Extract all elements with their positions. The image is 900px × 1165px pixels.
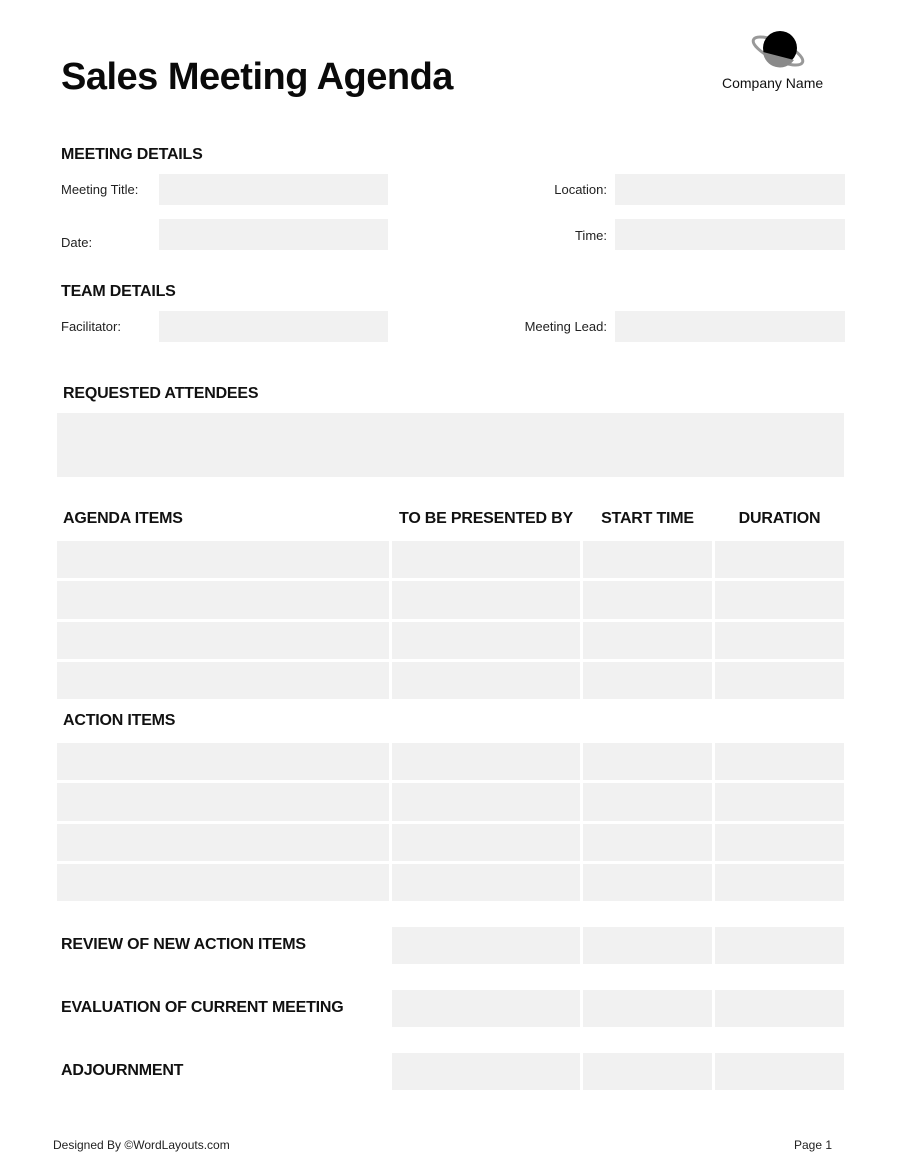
- agenda-items-heading: AGENDA ITEMS: [63, 510, 183, 527]
- location-field[interactable]: [615, 174, 845, 205]
- location-label: Location:: [554, 182, 607, 197]
- action-start-time-cell[interactable]: [583, 824, 712, 861]
- time-field[interactable]: [615, 219, 845, 250]
- presented-by-cell[interactable]: [392, 622, 580, 659]
- action-start-time-cell[interactable]: [583, 864, 712, 901]
- action-presented-by-cell[interactable]: [392, 824, 580, 861]
- evaluation-presented-by-cell[interactable]: [392, 990, 580, 1027]
- meeting-lead-label: Meeting Lead:: [524, 319, 607, 334]
- meeting-title-field[interactable]: [159, 174, 388, 205]
- footer-credit: Designed By ©WordLayouts.com: [53, 1138, 230, 1152]
- evaluation-current-meeting-label: EVALUATION OF CURRENT MEETING: [61, 999, 344, 1016]
- action-presented-by-cell[interactable]: [392, 743, 580, 780]
- presented-by-cell[interactable]: [392, 581, 580, 619]
- meeting-details-heading: MEETING DETAILS: [61, 146, 203, 163]
- duration-cell[interactable]: [715, 581, 844, 619]
- action-item-cell[interactable]: [57, 743, 389, 780]
- action-duration-cell[interactable]: [715, 864, 844, 901]
- action-items-heading: ACTION ITEMS: [63, 712, 176, 729]
- date-label: Date:: [61, 235, 93, 250]
- review-start-time-cell[interactable]: [583, 927, 712, 964]
- start-time-cell[interactable]: [583, 622, 712, 659]
- duration-cell[interactable]: [715, 622, 844, 659]
- agenda-item-cell[interactable]: [57, 541, 389, 578]
- page-title: Sales Meeting Agenda: [61, 56, 453, 98]
- adjournment-presented-by-cell[interactable]: [392, 1053, 580, 1090]
- adjournment-label: ADJOURNMENT: [61, 1062, 184, 1079]
- agenda-item-cell[interactable]: [57, 581, 389, 619]
- start-time-cell[interactable]: [583, 541, 712, 578]
- evaluation-start-time-cell[interactable]: [583, 990, 712, 1027]
- presented-by-column-header: TO BE PRESENTED BY: [399, 510, 573, 527]
- action-presented-by-cell[interactable]: [392, 783, 580, 821]
- agenda-item-cell[interactable]: [57, 662, 389, 699]
- requested-attendees-heading: REQUESTED ATTENDEES: [63, 385, 259, 402]
- requested-attendees-field[interactable]: [57, 413, 844, 477]
- page-number: Page 1: [794, 1138, 833, 1152]
- action-item-cell[interactable]: [57, 864, 389, 901]
- action-duration-cell[interactable]: [715, 783, 844, 821]
- start-time-column-header: START TIME: [601, 510, 694, 527]
- start-time-cell[interactable]: [583, 662, 712, 699]
- company-name: Company Name: [722, 75, 824, 91]
- review-new-action-items-label: REVIEW OF NEW ACTION ITEMS: [61, 936, 306, 953]
- meeting-lead-field[interactable]: [615, 311, 845, 342]
- evaluation-duration-cell[interactable]: [715, 990, 844, 1027]
- meeting-title-label: Meeting Title:: [61, 182, 139, 197]
- review-duration-cell[interactable]: [715, 927, 844, 964]
- action-item-cell[interactable]: [57, 824, 389, 861]
- duration-column-header: DURATION: [738, 510, 821, 527]
- facilitator-label: Facilitator:: [61, 319, 121, 334]
- action-start-time-cell[interactable]: [583, 783, 712, 821]
- adjournment-duration-cell[interactable]: [715, 1053, 844, 1090]
- team-details-heading: TEAM DETAILS: [61, 283, 176, 300]
- presented-by-cell[interactable]: [392, 662, 580, 699]
- agenda-item-cell[interactable]: [57, 622, 389, 659]
- action-item-cell[interactable]: [57, 783, 389, 821]
- start-time-cell[interactable]: [583, 581, 712, 619]
- action-presented-by-cell[interactable]: [392, 864, 580, 901]
- presented-by-cell[interactable]: [392, 541, 580, 578]
- action-duration-cell[interactable]: [715, 743, 844, 780]
- action-duration-cell[interactable]: [715, 824, 844, 861]
- duration-cell[interactable]: [715, 541, 844, 578]
- adjournment-start-time-cell[interactable]: [583, 1053, 712, 1090]
- facilitator-field[interactable]: [159, 311, 388, 342]
- action-start-time-cell[interactable]: [583, 743, 712, 780]
- planet-logo-icon: [750, 28, 806, 74]
- review-presented-by-cell[interactable]: [392, 927, 580, 964]
- duration-cell[interactable]: [715, 662, 844, 699]
- date-field[interactable]: [159, 219, 388, 250]
- time-label: Time:: [574, 228, 607, 243]
